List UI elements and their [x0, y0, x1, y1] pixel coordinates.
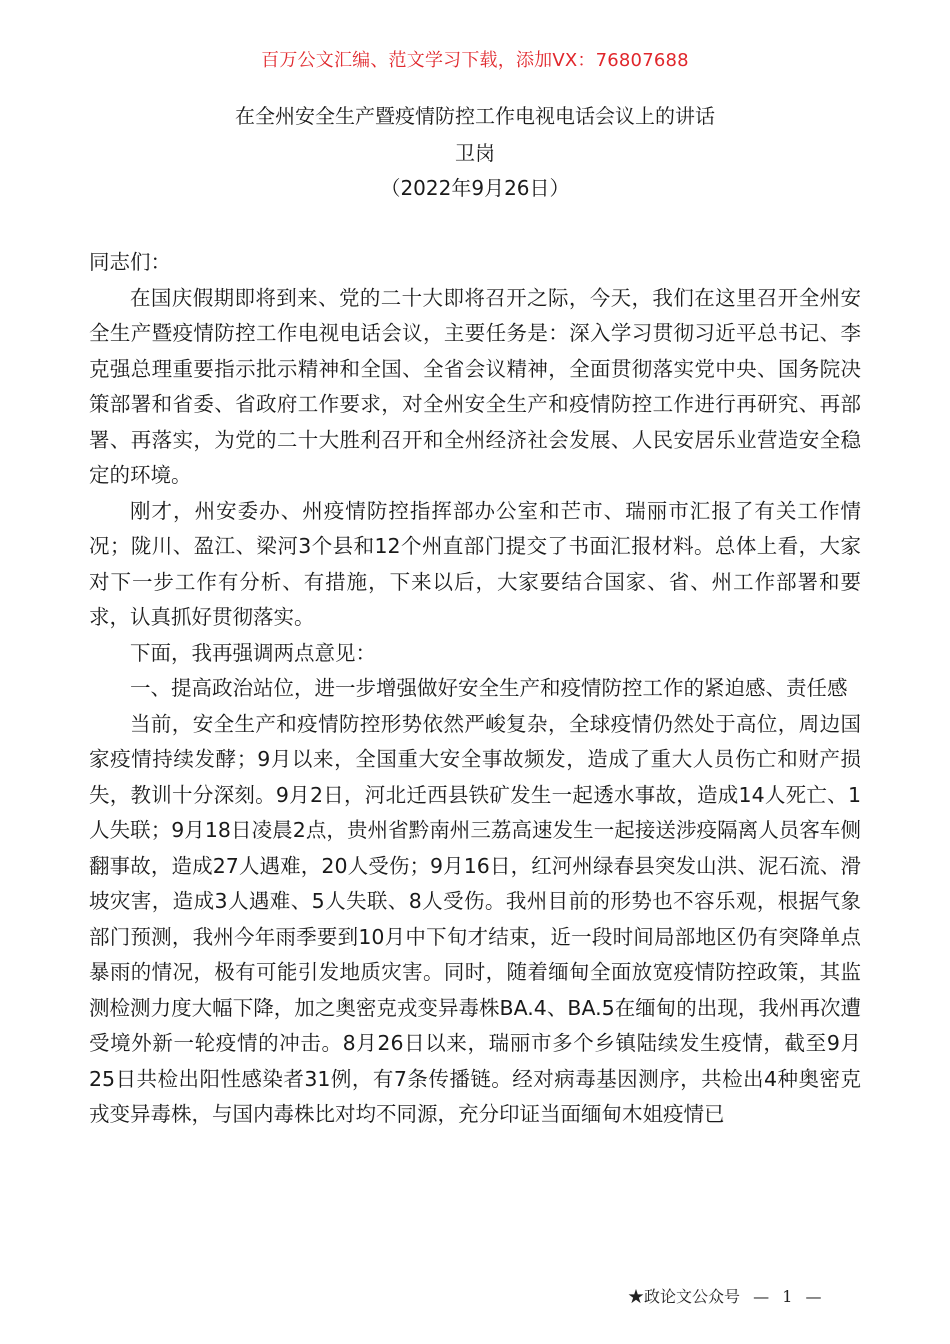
footer-source: ★政论文公众号: [628, 1287, 741, 1306]
paragraph-transition: 下面，我再强调两点意见：: [130, 640, 376, 665]
document-title: 在全州安全生产暨疫情防控工作电视电话会议上的讲话: [235, 104, 715, 128]
footer-dash-left: —: [753, 1287, 770, 1306]
document-body: [89, 245, 861, 1133]
footer-dash-right: —: [805, 1287, 822, 1306]
paragraph-intro: 在国庆假期即将到来、党的二十大即将召开之际，今天，我们在这里召开全州安全生产暨疫情防控工作电视电话会议，主要任务是：深入学习贯彻习近平总书记、李克强总理重要指示批示精神和全国、全省会议精神，全面贯彻落实党中央、国务院决策部署和省委、省政府工作要求，对全州安全生产和疫情防控工作进行再研究、再部署、再落实，为党的二十大胜利召开和全州经济社会发展、人民安居乐业营造安全稳定的环境。: [89, 285, 861, 487]
document-author: 卫岗: [455, 141, 495, 165]
paragraph-situation: 当前，安全生产和疫情防控形势依然严峻复杂，全球疫情仍然处于高位，周边国家疫情持续发酵；9月以来，全国重大安全事故频发，造成了重大人员伤亡和财产损失，教训十分深刻。9月2日，河北迁西县铁矿发生一起透水事故，造成14人死亡、1人失联；9月18日凌晨2点，贵州省黔南州三荔高速发生一起接送涉疫隔离人员客车侧翻事故，造成27人遇难，20人受伤；9月16日，红河州绿春县突发山洪、泥石流、滑坡灾害，造成3人遇难、5人失联、8人受伤。我州目前的形势也不容乐观，根据气象部门预测，我州今年雨季要到10月中下旬才结束，近一段时间局部地区仍有突降单点暴雨的情况，极有可能引发地质灾害。同时，随着缅甸全面放宽疫情防控政策，其监测检测力度大幅下降，加之奥密克戎变异毒株BA.4、BA.5在缅甸的出现，我州再次遭受境外新一轮疫情的冲击。8月26日以来，瑞丽市多个乡镇陆续发生疫情，截至9月25日共检出阳性感染者31例，有7条传播链。经对病毒基因测序，共检出4种奥密克戎变异毒株，与国内毒株比对均不同源，充分印证当面缅甸木姐疫情已: [89, 711, 861, 1126]
page-footer: [628, 1284, 829, 1307]
download-banner: 百万公文汇编、范文学习下载，添加VX：76807688: [261, 50, 689, 71]
salutation: 同志们：: [89, 250, 171, 274]
page-number: 1: [782, 1287, 793, 1306]
section-heading-1: 一、提高政治站位，进一步增强做好安全生产和疫情防控工作的紧迫感、责任感: [130, 676, 848, 700]
document-date: （2022年9月26日）: [380, 176, 570, 200]
paragraph-reports: 刚才，州安委办、州疫情防控指挥部办公室和芒市、瑞丽市汇报了有关工作情况；陇川、盈江、梁河3个县和12个州直部门提交了书面汇报材料。总体上看，大家对下一步工作有分析、有措施，下来以后，大家要结合国家、省、州工作部署和要求，认真抓好贯彻落实。: [89, 498, 861, 629]
